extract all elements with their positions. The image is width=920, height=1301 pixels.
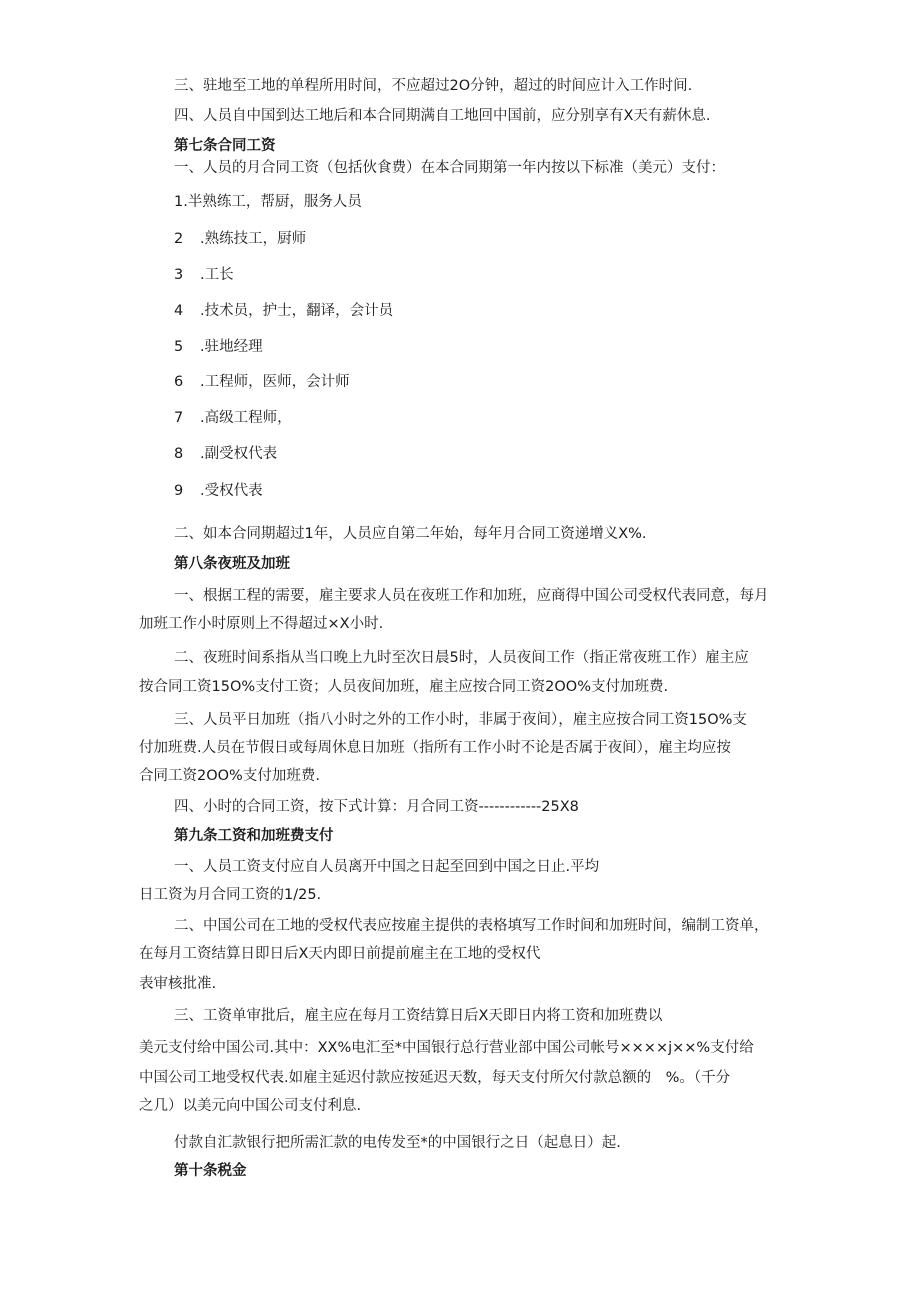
heading-article-7: 第七条合同工资 xyxy=(174,138,276,154)
paragraph-overtime-approval-cont: 加班工作小时原则上不得超过×X小时. xyxy=(139,616,384,632)
list-item-4: 4 .技术员，护士，翻译，会计员 xyxy=(174,303,394,319)
paragraph-wage-period: 一、人员工资支付应自人员离开中国之日起至回到中国之日止.平均 xyxy=(174,859,600,875)
list-item-6: 6 .工程师，医师，会计师 xyxy=(174,374,350,390)
paragraph-payroll-cont2: 表审核批准. xyxy=(139,976,217,992)
paragraph-payment-cont3: 之几）以美元向中国公司支付利息. xyxy=(139,1098,362,1114)
list-item-9: 9 .受权代表 xyxy=(174,483,263,499)
list-item-7: 7 .高级工程师， xyxy=(174,410,292,426)
paragraph-hourly-formula: 四、小时的合同工资，按下式计算：月合同工资------------25X8 xyxy=(174,799,579,815)
paragraph-payment-cont2: 中国公司工地受权代表.如雇主延迟付款应按延迟天数，每天支付所欠付款总额的 %。（千分 xyxy=(139,1070,731,1086)
list-item-8: 8 .副受权代表 xyxy=(174,446,278,462)
paragraph-commute-time: 三、驻地至工地的单程所用时间，不应超过2O分钟，超过的时间应计入工作时间. xyxy=(174,78,693,94)
paragraph-payment-cont1: 美元支付给中国公司.其中：XX%电汇至*中国银行总行营业部中国公司帐号××××j××%支付给 xyxy=(139,1040,754,1056)
list-item-3: 3 .工长 xyxy=(174,267,234,283)
paragraph-weekday-overtime-cont2: 合同工资2OO%支付加班费. xyxy=(139,768,320,784)
paragraph-wage-increase: 二、如本合同期超过1年，人员应自第二年始，每年月合同工资递增义X%. xyxy=(174,526,647,542)
paragraph-night-shift-cont: 按合同工资15O%支付工资；人员夜间加班，雇主应按合同工资2OO%支付加班费. xyxy=(139,679,669,695)
heading-article-9: 第九条工资和加班费支付 xyxy=(174,828,334,844)
list-item-2: 2 .熟练技工，厨师 xyxy=(174,231,307,247)
paragraph-payroll-cont1: 在每月工资结算日即日后X天内即日前提前雇主在工地的受权代 xyxy=(139,946,541,962)
paragraph-payment: 三、工资单审批后，雇主应在每月工资结算日后X天即日内将工资和加班费以 xyxy=(174,1008,663,1024)
paragraph-weekday-overtime: 三、人员平日加班（指八小时之外的工作小时，非属于夜间），雇主应按合同工资15O%支 xyxy=(174,712,747,728)
paragraph-overtime-approval: 一、根据工程的需要，雇主要求人员在夜班工作和加班，应商得中国公司受权代表同意，每月 xyxy=(174,588,769,604)
list-item-1: 1.半熟练工，帮厨，服务人员 xyxy=(174,194,362,210)
paragraph-paid-rest: 四、人员自中国到达工地后和本合同期满自工地回中国前，应分别享有X天有薪休息. xyxy=(174,108,711,124)
list-item-5: 5 .驻地经理 xyxy=(174,339,263,355)
heading-article-10: 第十条税金 xyxy=(174,1163,247,1179)
heading-article-8: 第八条夜班及加班 xyxy=(174,556,290,572)
paragraph-night-shift: 二、夜班时间系指从当口晚上九时至次日晨5时，人员夜间工作（指正常夜班工作）雇主应 xyxy=(174,650,749,666)
paragraph-payroll: 二、中国公司在工地的受权代表应按雇主提供的表格填写工作时间和加班时间，编制工资单， xyxy=(174,918,769,934)
paragraph-weekday-overtime-cont1: 付加班费.人员在节假日或每周休息日加班（指所有工作小时不论是否属于夜间），雇主均应按 xyxy=(139,740,731,756)
paragraph-monthly-wage: 一、人员的月合同工资（包括伙食费）在本合同期第一年内按以下标准（美元）支付： xyxy=(174,160,725,176)
paragraph-wage-period-cont: 日工资为月合同工资的1/25. xyxy=(139,887,322,903)
paragraph-value-date: 付款自汇款银行把所需汇款的电传发至*的中国银行之日（起息日）起. xyxy=(174,1135,621,1151)
